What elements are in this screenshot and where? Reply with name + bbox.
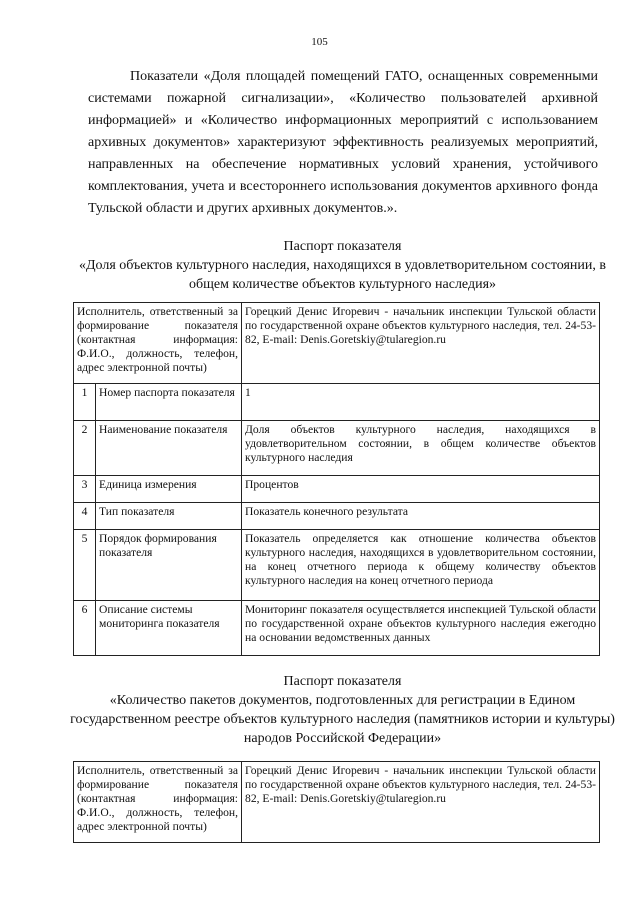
- passport-2-table: [73, 761, 600, 843]
- row-name: Единица измерения: [96, 476, 242, 503]
- row-name: Тип показателя: [96, 503, 242, 530]
- row-number: 2: [74, 421, 96, 476]
- passport-1-title: Паспорт показателя: [283, 239, 402, 254]
- table-row: [74, 503, 600, 530]
- executor-label: Исполнитель, ответственный за формирование показателя (контактная информация: Ф.И.О., должность, телефон, адрес электронной почты): [74, 303, 242, 384]
- row-value: Мониторинг показателя осуществляется инспекцией Тульской области по государственной охране объектов культурного наследия ежегодно на основании ведомственных данных: [242, 601, 600, 656]
- executor-value: Горецкий Денис Игоревич - начальник инспекции Тульской области по государственной охране объектов культурного наследия, тел. 24-53-82, E-mail: Denis.Goretskiy@tularegion.ru: [242, 762, 600, 843]
- passport-2-title: Паспорт показателя: [283, 674, 402, 689]
- row-name: Описание системы мониторинга показателя: [96, 601, 242, 656]
- executor-row: [74, 762, 600, 843]
- row-number: 1: [74, 384, 96, 421]
- table-row: [74, 530, 600, 601]
- table-row: [74, 476, 600, 503]
- executor-value: Горецкий Денис Игоревич - начальник инспекции Тульской области по государственной охране объектов культурного наследия, тел. 24-53-82, E-mail: Denis.Goretskiy@tularegion.ru: [242, 303, 600, 384]
- row-value: Доля объектов культурного наследия, находящихся в удовлетворительном состоянии, в общем количестве объектов культурного наследия: [242, 421, 600, 476]
- passport-1-table: [73, 302, 600, 656]
- row-value: 1: [242, 384, 600, 421]
- intro-paragraph: Показатели «Доля площадей помещений ГАТО, оснащенных современными системами пожарной сигнализации», «Количество пользователей архивной информацией» и «Количество информационных мероприятий с использованием архивных документов» характеризуют эффективность реализуемых мероприятий, направленных на обеспечение нормативных условий хранения, устойчивого комплектования, учета и всестороннего использования документов архивного фонда Тульской области и других архивных документов.».: [88, 69, 598, 216]
- row-number: 5: [74, 530, 96, 601]
- row-name: Порядок формирования показателя: [96, 530, 242, 601]
- executor-label: Исполнитель, ответственный за формирование показателя (контактная информация: Ф.И.О., должность, телефон, адрес электронной почты): [74, 762, 242, 843]
- table-row: [74, 421, 600, 476]
- row-value: Процентов: [242, 476, 600, 503]
- passport-2-subtitle: «Количество пакетов документов, подготовленных для регистрации в Едином государственном реестре объектов культурного наследия (памятников истории и культуры) народов Российской Федерации»: [70, 693, 615, 746]
- page-number: 105: [311, 36, 328, 48]
- row-number: 3: [74, 476, 96, 503]
- row-value: Показатель определяется как отношение количества объектов культурного наследия, находящихся в удовлетворительном состоянии, на конец отчетного периода к общему количеству объектов культурного наследия на конец отчетного периода: [242, 530, 600, 601]
- row-number: 6: [74, 601, 96, 656]
- table-row: [74, 384, 600, 421]
- row-value: Показатель конечного результата: [242, 503, 600, 530]
- executor-row: [74, 303, 600, 384]
- passport-1-heading: [70, 237, 615, 294]
- row-number: 4: [74, 503, 96, 530]
- table-row: [74, 601, 600, 656]
- row-name: Наименование показателя: [96, 421, 242, 476]
- row-name: Номер паспорта показателя: [96, 384, 242, 421]
- passport-1-subtitle: «Доля объектов культурного наследия, находящихся в удовлетворительном состоянии, в общем количестве объектов культурного наследия»: [78, 258, 607, 292]
- passport-2-heading: [70, 672, 615, 748]
